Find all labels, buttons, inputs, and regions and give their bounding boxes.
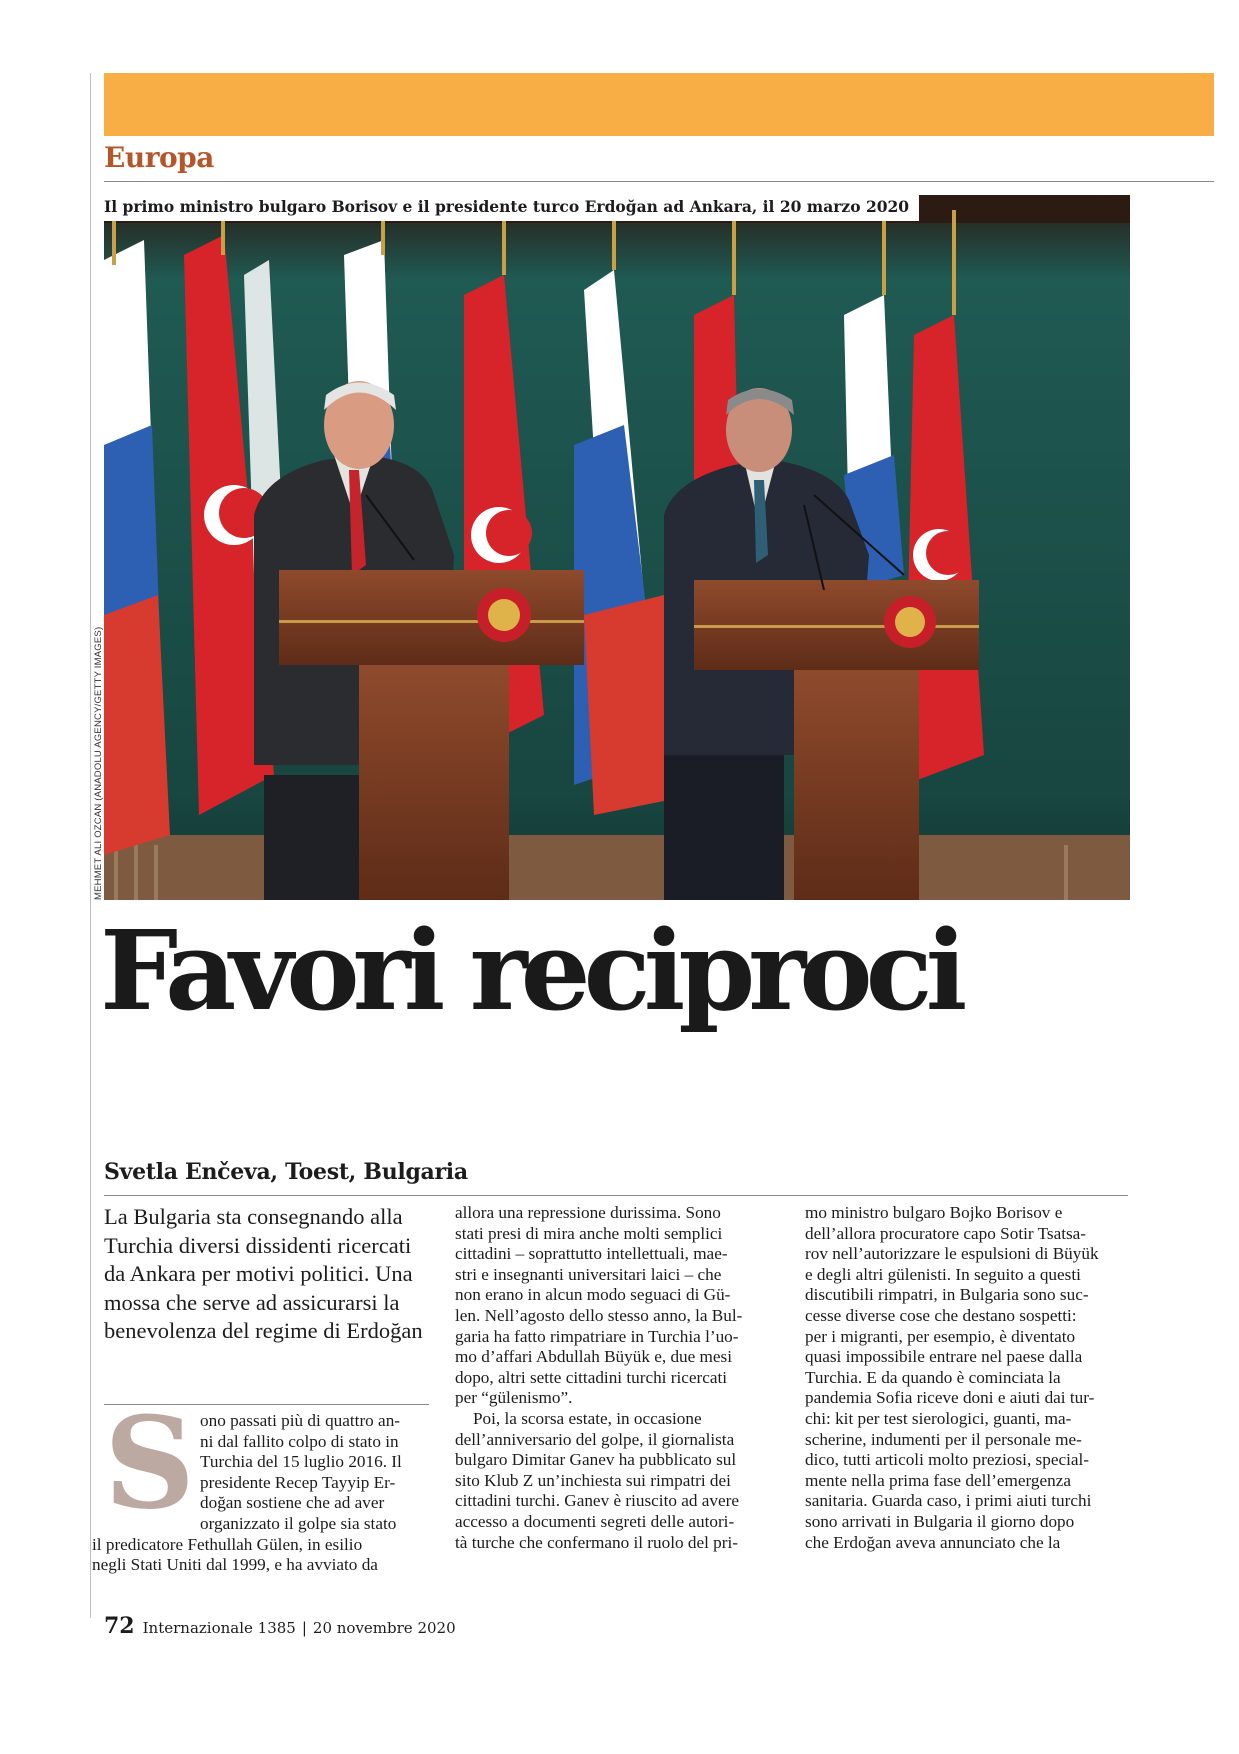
body-line: stri e insegnanti universitari laici – che <box>455 1264 722 1284</box>
left-margin-rule <box>90 73 91 1618</box>
lead-photo <box>104 195 1130 900</box>
magazine-issue: Internazionale 1385 <box>142 1619 296 1637</box>
body-line: rov nell’autorizzare le espulsioni di Büyük <box>805 1244 1099 1264</box>
body-line: ni dal fallito colpo di stato in <box>200 1431 399 1451</box>
body-line: organizzato il golpe sia stato <box>200 1513 397 1533</box>
page-folio <box>104 1613 456 1639</box>
headline: Favori reciproci <box>100 906 961 1035</box>
body-line: cittadini – soprattutto intellettuali, mae- <box>455 1244 728 1264</box>
page-number: 72 <box>104 1613 135 1639</box>
body-line: mente nella prima fase dell’emergenza <box>805 1470 1071 1490</box>
body-line: e degli altri gülenisti. In seguito a questi <box>805 1264 1081 1284</box>
body-line: non erano in alcun modo seguaci di Gü- <box>455 1285 731 1305</box>
body-line: quasi impossibile entrare nel paese dalla <box>805 1347 1083 1367</box>
standfirst: La Bulgaria sta consegnando alla Turchia diversi dissidenti ricercati da Ankara per motivi politici. Una mossa che serve ad assicurarsi la benevolenza del regime di Erdoğan <box>104 1204 423 1343</box>
body-line: len. Nell’agosto dello stesso anno, la Bul- <box>455 1305 743 1325</box>
body-line: garia ha fatto rimpatriare in Turchia l’uo- <box>455 1326 739 1346</box>
body-line: stati presi di mira anche molti semplici <box>455 1223 723 1243</box>
issue-date: 20 novembre 2020 <box>312 1619 456 1637</box>
section-divider <box>104 181 1214 182</box>
photo-credit: MEHMET ALI OZCAN (ANADOLU AGENCY/GETTY IMAGES) <box>93 626 104 900</box>
body-line: cittadini turchi. Ganev è riuscito ad avere <box>455 1491 739 1511</box>
section-color-band <box>104 73 1214 136</box>
body-line: Poi, la scorsa estate, in occasione <box>473 1408 702 1428</box>
byline-divider <box>104 1195 1128 1196</box>
body-line: cesse diverse cose che destano sospetti: <box>805 1305 1077 1325</box>
body-line: sanitaria. Guarda caso, i primi aiuti turchi <box>805 1491 1092 1511</box>
body-line: per “gülenismo”. <box>455 1388 573 1408</box>
body-line: pandemia Sofia riceve doni e aiuti dai tur- <box>805 1388 1095 1408</box>
body-line: negli Stati Uniti dal 1999, e ha avviato da <box>92 1555 378 1575</box>
body-line: allora una repressione durissima. Sono <box>455 1203 721 1222</box>
drop-cap: S <box>104 1389 195 1537</box>
body-column-2 <box>455 1203 781 1553</box>
body-line: per i migranti, per esempio, è diventato <box>805 1326 1076 1346</box>
body-line: discutibili rimpatri, in Bulgaria sono suc- <box>805 1285 1089 1305</box>
body-line: dopo, altri sette cittadini turchi ricercati <box>455 1367 728 1387</box>
body-line: il predicatore Fethullah Gülen, in esilio <box>92 1534 363 1554</box>
body-line: sono arrivati in Bulgaria il giorno dopo <box>805 1511 1075 1531</box>
body-line: Turchia. E da quando è cominciata la <box>805 1367 1061 1387</box>
body-column-3 <box>805 1203 1131 1553</box>
body-line: accesso a documenti segreti delle autori- <box>455 1511 735 1531</box>
body-column-1 <box>92 1411 429 1576</box>
body-line: doğan sostiene che ad aver <box>200 1493 385 1513</box>
body-line: Turchia del 15 luglio 2016. Il <box>200 1452 402 1472</box>
body-line: dell’anniversario del golpe, il giornalista <box>455 1429 735 1449</box>
body-line: tà turche che confermano il ruolo del pri- <box>455 1532 738 1552</box>
body-line: ono passati più di quattro an- <box>200 1411 401 1430</box>
body-line: dico, tutti articoli molto preziosi, special- <box>805 1450 1089 1470</box>
photo-caption: Il primo ministro bulgaro Borisov e il presidente turco Erdoğan ad Ankara, il 20 marzo 2020 <box>104 195 919 221</box>
section-label: Europa <box>104 141 214 174</box>
body-line: dell’allora procuratore capo Sotir Tsatsa- <box>805 1223 1087 1243</box>
body-line: scherine, indumenti per il personale me- <box>805 1429 1082 1449</box>
body-line: mo d’affari Abdullah Büyük e, due mesi <box>455 1347 733 1367</box>
body-line: bulgaro Dimitar Ganev ha pubblicato sul <box>455 1450 737 1470</box>
folio-separator: | <box>301 1619 307 1637</box>
body-line: che Erdoğan aveva annunciato che la <box>805 1532 1061 1552</box>
body-line: mo ministro bulgaro Bojko Borisov e <box>805 1203 1063 1222</box>
byline: Svetla Enčeva, Toest, Bulgaria <box>104 1159 468 1185</box>
body-line: chi: kit per test sierologici, guanti, ma- <box>805 1408 1072 1428</box>
body-line: sito Klub Z un’inchiesta sui rimpatri dei <box>455 1470 731 1490</box>
body-line: presidente Recep Tayyip Er- <box>200 1472 396 1492</box>
